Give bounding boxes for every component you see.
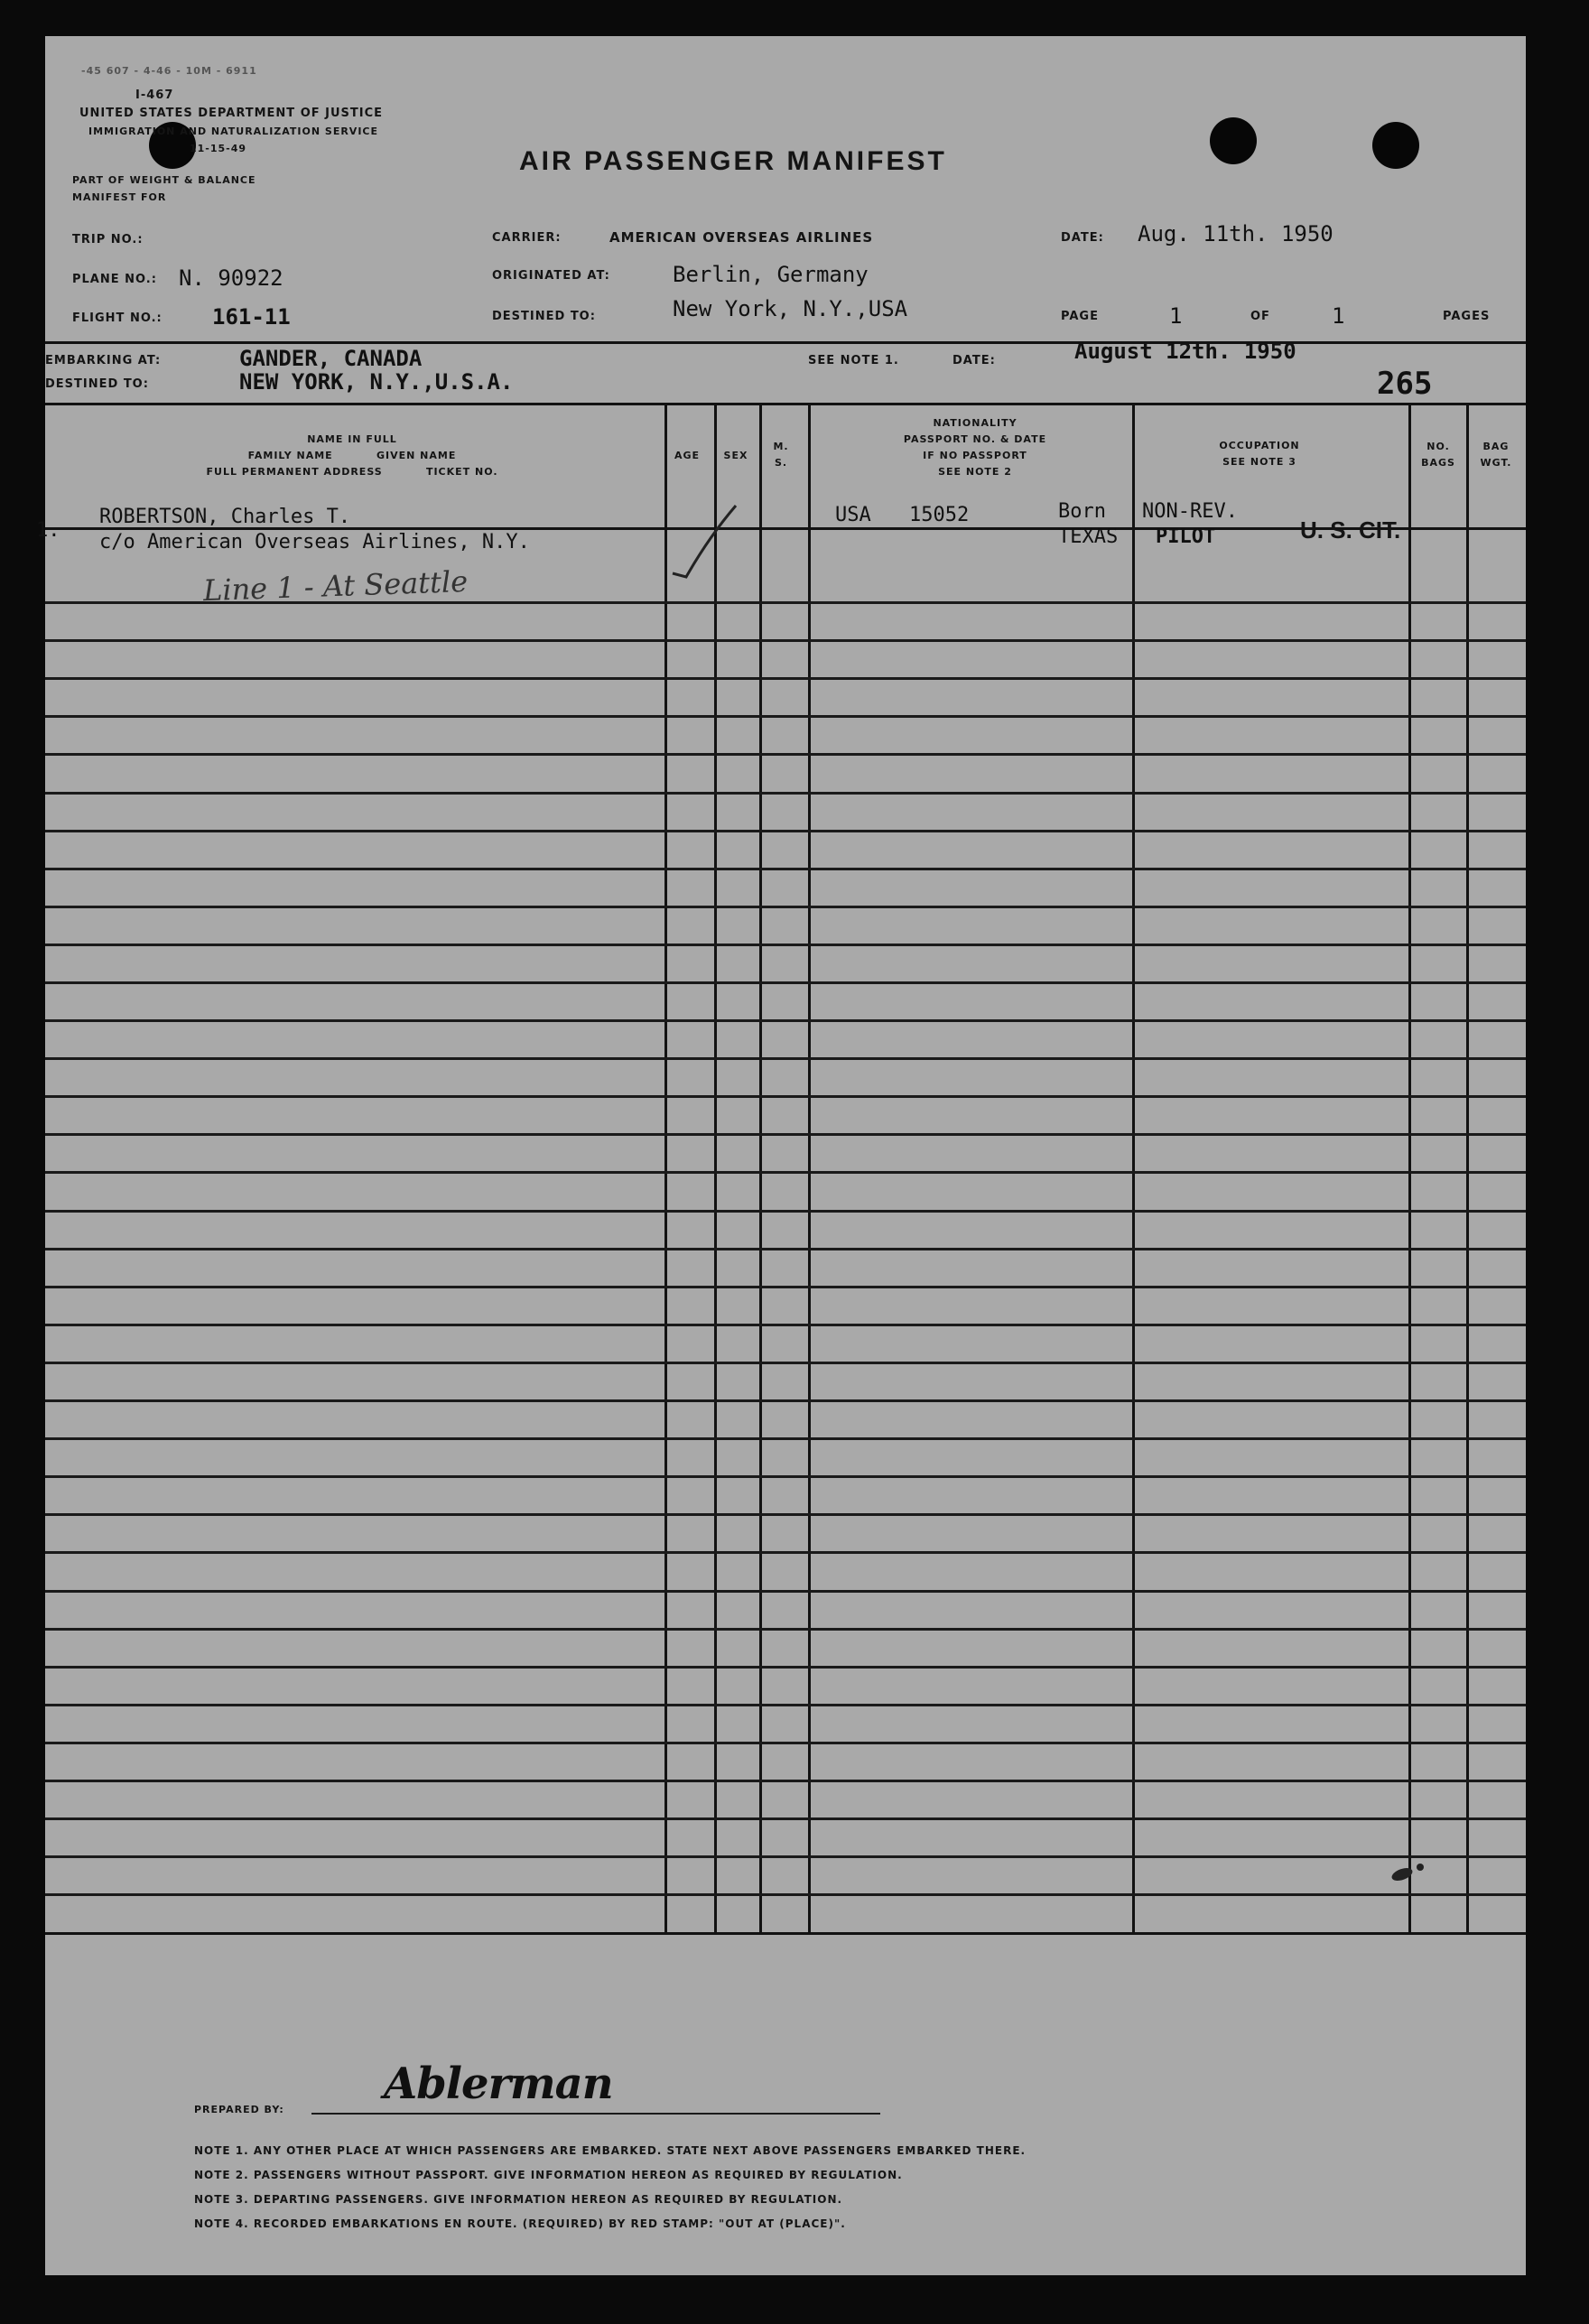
table-row-line: [45, 1019, 1526, 1022]
passenger-occupation-line-1: NON-REV.: [1142, 500, 1238, 523]
embarking-at-label: EMBARKING AT:: [45, 354, 162, 367]
trip-no-label: TRIP NO.:: [72, 233, 144, 246]
table-row-line: [45, 906, 1526, 908]
table-row-line: [45, 830, 1526, 832]
table-row-line: [45, 1095, 1526, 1098]
table-row-line: [45, 1551, 1526, 1554]
table-top-rule: [45, 403, 1526, 405]
table-row-line: [45, 715, 1526, 718]
embark-date-label: DATE:: [952, 354, 996, 367]
embark-destined-to-value: NEW YORK, N.Y.,U.S.A.: [239, 369, 514, 395]
service-name: IMMIGRATION AND NATURALIZATION SERVICE: [88, 125, 379, 137]
table-row-line: [45, 1475, 1526, 1478]
header-bags: NO. BAGS: [1421, 441, 1455, 469]
table-row-line: [45, 868, 1526, 870]
embark-destined-to-label: DESTINED TO:: [45, 377, 149, 391]
table-row-line: [45, 753, 1526, 756]
prepared-by-line: [311, 2113, 880, 2115]
passenger-nationality: USA: [835, 504, 871, 526]
department-name: UNITED STATES DEPARTMENT OF JUSTICE: [79, 107, 384, 120]
table-row-line: [45, 1171, 1526, 1174]
originated-at-value: Berlin, Germany: [673, 262, 869, 287]
punch-hole-middle: [1210, 117, 1257, 164]
table-row-line: [45, 1742, 1526, 1744]
page-total-value: 1: [1332, 303, 1345, 329]
table-row-line: [45, 1817, 1526, 1820]
header-age: AGE: [674, 450, 701, 461]
passenger-occupation-line-2: PILOT: [1156, 525, 1216, 548]
header-sex: SEX: [723, 450, 748, 461]
header-bag-weight: BAG WGT.: [1480, 441, 1512, 469]
table-row-line: [45, 981, 1526, 984]
embarking-at-value: GANDER, CANADA: [239, 346, 423, 371]
carrier-label: CARRIER:: [492, 231, 562, 245]
table-row-line: [45, 1590, 1526, 1593]
flight-no-value: 161-11: [212, 304, 291, 330]
note-3: NOTE 3. DEPARTING PASSENGERS. GIVE INFORMATION HEREON AS REQUIRED BY REGULATION.: [194, 2193, 843, 2206]
table-row-line: [45, 1893, 1526, 1896]
passenger-birth-line-2: TEXAS: [1058, 525, 1119, 548]
flight-no-label: FLIGHT NO.:: [72, 311, 163, 325]
table-row-line: [45, 1286, 1526, 1288]
destined-to-label: DESTINED TO:: [492, 310, 596, 323]
table-row-line: [45, 639, 1526, 642]
header-rule: [45, 341, 1526, 344]
plane-no-label: PLANE NO.:: [72, 273, 157, 286]
prepared-by-label: PREPARED BY:: [194, 2104, 284, 2115]
table-bottom-rule: [45, 1932, 1526, 1935]
carrier-value: AMERICAN OVERSEAS AIRLINES: [609, 229, 874, 246]
page-label: PAGE: [1061, 310, 1099, 323]
note-2: NOTE 2. PASSENGERS WITHOUT PASSPORT. GIVE INFORMATION HEREON AS REQUIRED BY REGULATION.: [194, 2169, 903, 2181]
sheet-number: 265: [1377, 366, 1433, 402]
destined-to-value: New York, N.Y.,USA: [673, 296, 908, 321]
table-row-line: [45, 1780, 1526, 1782]
table-row-line: [45, 1057, 1526, 1060]
date-value: Aug. 11th. 1950: [1138, 221, 1333, 246]
signature: Ablerman: [384, 2059, 613, 2109]
form-title: AIR PASSENGER MANIFEST: [519, 146, 947, 176]
table-row-line: [45, 1513, 1526, 1516]
ink-smudge: [1386, 1858, 1431, 1885]
passenger-row-number: 1.: [36, 519, 60, 542]
form-number: I-467: [135, 88, 174, 102]
pages-label: PAGES: [1443, 310, 1491, 323]
passenger-passport: 15052: [909, 504, 970, 526]
manifest-document: [36, 36, 1526, 2275]
table-row-line: [45, 1399, 1526, 1402]
header-nationality: NATIONALITY PASSPORT NO. & DATE IF NO PASSPORT SEE NOTE 2: [903, 417, 1047, 478]
table-row-line: [45, 1133, 1526, 1136]
table-row-line: [45, 1324, 1526, 1326]
table-row-line: [45, 792, 1526, 795]
header-occupation: OCCUPATION SEE NOTE 3: [1219, 440, 1300, 468]
passenger-name: ROBERTSON, Charles T.: [99, 506, 351, 528]
plane-no-value: N. 90922: [179, 265, 283, 291]
handwritten-note: Line 1 - At Seattle: [202, 563, 469, 609]
table-row-line: [45, 1248, 1526, 1250]
header-marital-status: M. S.: [773, 441, 789, 469]
table-row-line: [45, 1666, 1526, 1669]
check-mark-icon: [668, 501, 740, 582]
page-value: 1: [1169, 303, 1183, 329]
print-code: -45 607 - 4-46 - 10M - 6911: [81, 65, 257, 77]
date-label: DATE:: [1061, 231, 1104, 245]
note-4: NOTE 4. RECORDED EMBARKATIONS EN ROUTE. (REQUIRED) BY RED STAMP: "OUT AT (PLACE)".: [194, 2217, 846, 2230]
table-row-line: [45, 1704, 1526, 1706]
table-row-line: [45, 677, 1526, 680]
punch-hole-right: [1372, 122, 1419, 169]
of-label: OF: [1250, 310, 1270, 323]
see-note-1-label: SEE NOTE 1.: [808, 354, 899, 367]
us-citizen-stamp: U. S. CIT.: [1300, 516, 1401, 544]
originated-at-label: ORIGINATED AT:: [492, 269, 610, 283]
table-row-line: [45, 1855, 1526, 1858]
passenger-address: c/o American Overseas Airlines, N.Y.: [99, 531, 530, 553]
part-of-line-1: PART OF WEIGHT & BALANCE: [72, 174, 256, 186]
form-revision: 11-15-49: [190, 143, 247, 154]
table-row-line: [45, 1437, 1526, 1440]
table-row-line: [45, 1628, 1526, 1631]
part-of-line-2: MANIFEST FOR: [72, 191, 167, 203]
table-row-line: [45, 944, 1526, 946]
header-name-in-full: NAME IN FULL FAMILY NAME GIVEN NAME FULL PERMANENT ADDRESS TICKET NO.: [206, 433, 498, 478]
embark-date-value: August 12th. 1950: [1074, 339, 1296, 364]
note-1: NOTE 1. ANY OTHER PLACE AT WHICH PASSENGERS ARE EMBARKED. STATE NEXT ABOVE PASSENGERS EMBARKED THERE.: [194, 2144, 1027, 2157]
table-row-line: [45, 1210, 1526, 1213]
passenger-birth-line-1: Born: [1058, 500, 1106, 523]
table-row-line: [45, 1362, 1526, 1364]
